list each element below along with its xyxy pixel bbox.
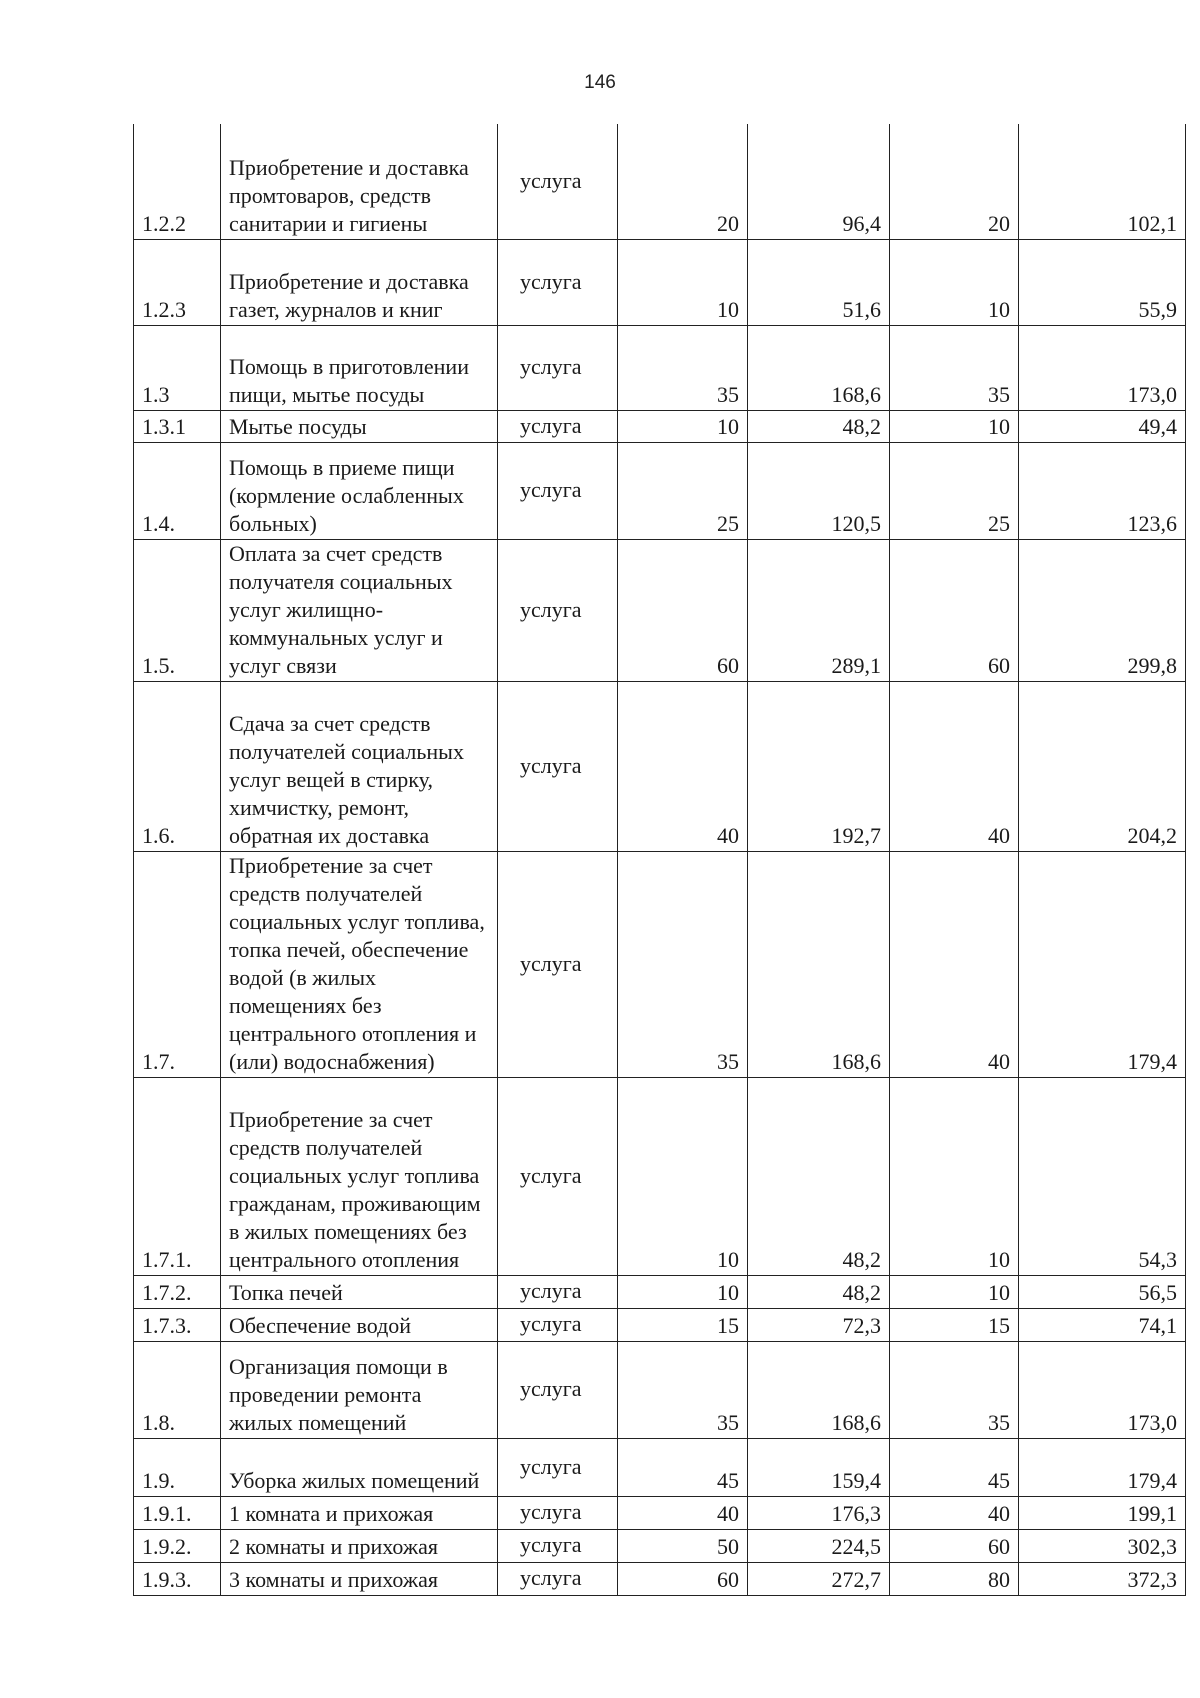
value-cell: 299,8 bbox=[1019, 539, 1186, 681]
value-cell: 179,4 bbox=[1019, 1438, 1186, 1496]
value-cell: 48,2 bbox=[748, 1275, 890, 1308]
unit-cell: услуга bbox=[498, 539, 618, 681]
table-row bbox=[134, 681, 1186, 851]
value-cell: 60 bbox=[890, 539, 1019, 681]
value-cell: 40 bbox=[890, 851, 1019, 1077]
row-number: 1.2.2 bbox=[134, 124, 221, 239]
value-cell: 40 bbox=[618, 1496, 748, 1529]
unit-cell: услуга bbox=[498, 681, 618, 851]
service-name: Приобретение и доставка промтоваров, средств санитарии и гигиены bbox=[221, 124, 498, 239]
value-cell: 372,3 bbox=[1019, 1562, 1186, 1595]
service-name: Приобретение за счет средств получателей социальных услуг топлива гражданам, проживающим в жилых помещениях без центрального отопления bbox=[221, 1077, 498, 1275]
value-cell: 159,4 bbox=[748, 1438, 890, 1496]
value-cell: 168,6 bbox=[748, 325, 890, 410]
value-cell: 60 bbox=[618, 539, 748, 681]
value-cell: 56,5 bbox=[1019, 1275, 1186, 1308]
row-number: 1.9.2. bbox=[134, 1529, 221, 1562]
service-name: Приобретение и доставка газет, журналов и книг bbox=[221, 239, 498, 325]
service-name: Топка печей bbox=[221, 1275, 498, 1308]
row-number: 1.9. bbox=[134, 1438, 221, 1496]
page-number: 146 bbox=[584, 72, 616, 93]
value-cell: 25 bbox=[890, 442, 1019, 539]
value-cell: 74,1 bbox=[1019, 1308, 1186, 1341]
value-cell: 35 bbox=[890, 325, 1019, 410]
row-number: 1.3.1 bbox=[134, 410, 221, 442]
value-cell: 40 bbox=[890, 681, 1019, 851]
service-name: Оплата за счет средств получателя социальных услуг жилищно-коммунальных услуг и услуг связи bbox=[221, 539, 498, 681]
table-row bbox=[134, 539, 1186, 681]
value-cell: 35 bbox=[618, 1341, 748, 1438]
row-number: 1.3 bbox=[134, 325, 221, 410]
row-number: 1.2.3 bbox=[134, 239, 221, 325]
value-cell: 272,7 bbox=[748, 1562, 890, 1595]
value-cell: 10 bbox=[890, 1275, 1019, 1308]
value-cell: 25 bbox=[618, 442, 748, 539]
unit-cell: услуга bbox=[498, 442, 618, 539]
service-name: Помощь в приготовлении пищи, мытье посуды bbox=[221, 325, 498, 410]
value-cell: 10 bbox=[890, 1077, 1019, 1275]
value-cell: 45 bbox=[890, 1438, 1019, 1496]
table-row bbox=[134, 851, 1186, 1077]
unit-cell: услуга bbox=[498, 1308, 618, 1341]
value-cell: 50 bbox=[618, 1529, 748, 1562]
value-cell: 168,6 bbox=[748, 1341, 890, 1438]
table-row bbox=[134, 1308, 1186, 1341]
service-name: 1 комната и прихожая bbox=[221, 1496, 498, 1529]
row-number: 1.7. bbox=[134, 851, 221, 1077]
unit-cell: услуга bbox=[498, 239, 618, 325]
value-cell: 10 bbox=[618, 1077, 748, 1275]
value-cell: 96,4 bbox=[748, 124, 890, 239]
table-row bbox=[134, 410, 1186, 442]
service-name: Обеспечение водой bbox=[221, 1308, 498, 1341]
service-name: 2 комнаты и прихожая bbox=[221, 1529, 498, 1562]
service-name: Организация помощи в проведении ремонта жилых помещений bbox=[221, 1341, 498, 1438]
value-cell: 35 bbox=[890, 1341, 1019, 1438]
service-name: Помощь в приеме пищи (кормление ослабленных больных) bbox=[221, 442, 498, 539]
value-cell: 60 bbox=[890, 1529, 1019, 1562]
value-cell: 120,5 bbox=[748, 442, 890, 539]
service-name: Приобретение за счет средств получателей социальных услуг топлива, топка печей, обеспечение водой (в жилых помещениях без центрального отопления и (или) водоснабжения) bbox=[221, 851, 498, 1077]
service-name: Уборка жилых помещений bbox=[221, 1438, 498, 1496]
unit-cell: услуга bbox=[498, 1562, 618, 1595]
value-cell: 102,1 bbox=[1019, 124, 1186, 239]
table-row bbox=[134, 1562, 1186, 1595]
value-cell: 15 bbox=[890, 1308, 1019, 1341]
table-row bbox=[134, 1496, 1186, 1529]
value-cell: 10 bbox=[890, 410, 1019, 442]
value-cell: 48,2 bbox=[748, 1077, 890, 1275]
unit-cell: услуга bbox=[498, 1438, 618, 1496]
row-number: 1.7.3. bbox=[134, 1308, 221, 1341]
value-cell: 20 bbox=[618, 124, 748, 239]
row-number: 1.8. bbox=[134, 1341, 221, 1438]
unit-cell: услуга bbox=[498, 124, 618, 239]
table-row bbox=[134, 325, 1186, 410]
services-table bbox=[133, 124, 1186, 1596]
value-cell: 192,7 bbox=[748, 681, 890, 851]
table-row bbox=[134, 124, 1186, 239]
service-name: Сдача за счет средств получателей социальных услуг вещей в стирку, химчистку, ремонт, обратная их доставка bbox=[221, 681, 498, 851]
value-cell: 224,5 bbox=[748, 1529, 890, 1562]
value-cell: 48,2 bbox=[748, 410, 890, 442]
value-cell: 35 bbox=[618, 851, 748, 1077]
value-cell: 20 bbox=[890, 124, 1019, 239]
table-row bbox=[134, 1077, 1186, 1275]
row-number: 1.9.3. bbox=[134, 1562, 221, 1595]
value-cell: 45 bbox=[618, 1438, 748, 1496]
row-number: 1.5. bbox=[134, 539, 221, 681]
value-cell: 10 bbox=[618, 239, 748, 325]
service-name: 3 комнаты и прихожая bbox=[221, 1562, 498, 1595]
table-row bbox=[134, 1529, 1186, 1562]
value-cell: 49,4 bbox=[1019, 410, 1186, 442]
value-cell: 51,6 bbox=[748, 239, 890, 325]
unit-cell: услуга bbox=[498, 1275, 618, 1308]
row-number: 1.6. bbox=[134, 681, 221, 851]
service-name: Мытье посуды bbox=[221, 410, 498, 442]
value-cell: 204,2 bbox=[1019, 681, 1186, 851]
value-cell: 168,6 bbox=[748, 851, 890, 1077]
value-cell: 176,3 bbox=[748, 1496, 890, 1529]
table-row bbox=[134, 1438, 1186, 1496]
unit-cell: услуга bbox=[498, 1529, 618, 1562]
unit-cell: услуга bbox=[498, 325, 618, 410]
row-number: 1.4. bbox=[134, 442, 221, 539]
value-cell: 35 bbox=[618, 325, 748, 410]
value-cell: 55,9 bbox=[1019, 239, 1186, 325]
table-row bbox=[134, 239, 1186, 325]
value-cell: 302,3 bbox=[1019, 1529, 1186, 1562]
value-cell: 10 bbox=[618, 410, 748, 442]
value-cell: 15 bbox=[618, 1308, 748, 1341]
row-number: 1.9.1. bbox=[134, 1496, 221, 1529]
value-cell: 72,3 bbox=[748, 1308, 890, 1341]
table-row bbox=[134, 1275, 1186, 1308]
value-cell: 10 bbox=[618, 1275, 748, 1308]
table-row bbox=[134, 442, 1186, 539]
value-cell: 54,3 bbox=[1019, 1077, 1186, 1275]
unit-cell: услуга bbox=[498, 1077, 618, 1275]
value-cell: 199,1 bbox=[1019, 1496, 1186, 1529]
value-cell: 123,6 bbox=[1019, 442, 1186, 539]
unit-cell: услуга bbox=[498, 1341, 618, 1438]
value-cell: 40 bbox=[618, 681, 748, 851]
unit-cell: услуга bbox=[498, 1496, 618, 1529]
row-number: 1.7.1. bbox=[134, 1077, 221, 1275]
value-cell: 179,4 bbox=[1019, 851, 1186, 1077]
unit-cell: услуга bbox=[498, 851, 618, 1077]
value-cell: 60 bbox=[618, 1562, 748, 1595]
value-cell: 289,1 bbox=[748, 539, 890, 681]
value-cell: 40 bbox=[890, 1496, 1019, 1529]
value-cell: 10 bbox=[890, 239, 1019, 325]
unit-cell: услуга bbox=[498, 410, 618, 442]
table-row bbox=[134, 1341, 1186, 1438]
value-cell: 173,0 bbox=[1019, 1341, 1186, 1438]
row-number: 1.7.2. bbox=[134, 1275, 221, 1308]
value-cell: 173,0 bbox=[1019, 325, 1186, 410]
value-cell: 80 bbox=[890, 1562, 1019, 1595]
